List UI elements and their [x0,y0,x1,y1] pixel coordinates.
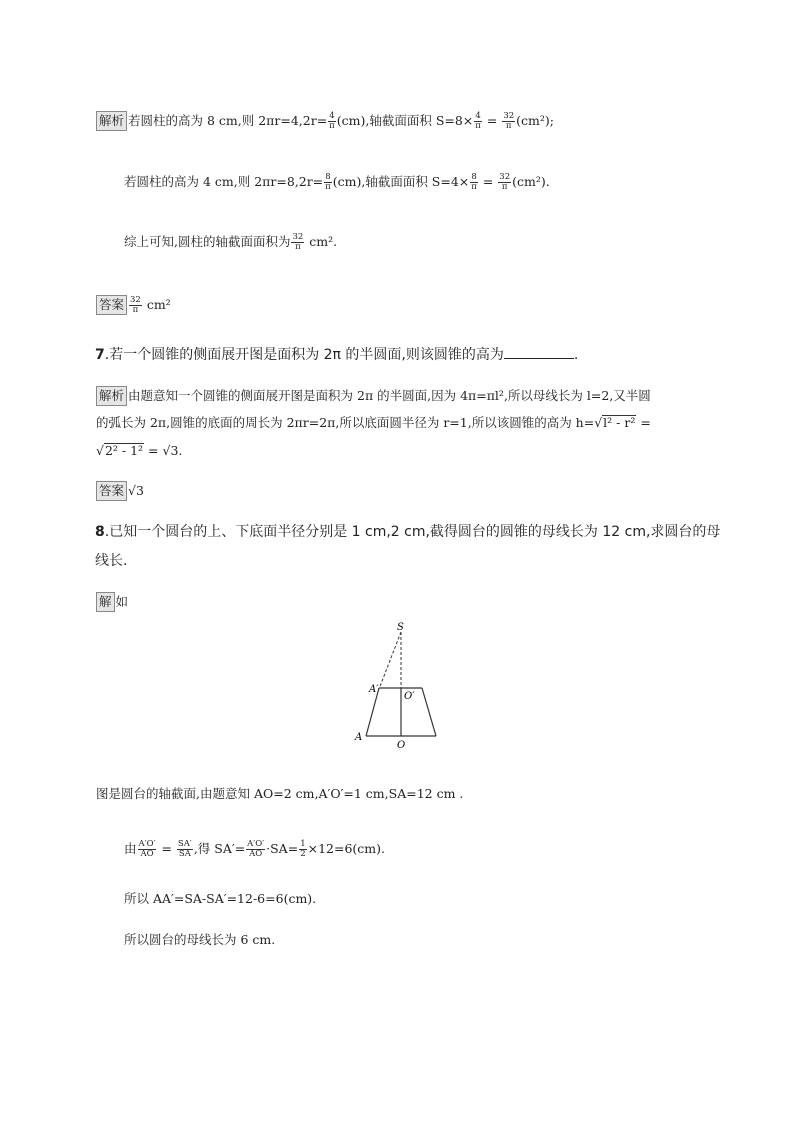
fraction: $\frac{32}{\pi}$ [130,295,141,315]
fraction: $\frac{1}{2}$ [300,839,306,859]
q8-solution-line-2: 由 $\frac{A'O'}{AO}$ = $\frac{SA'}{SA}$ ,得 SA′= $\frac{A'O'}{AO}$ ·SA= $\frac{1}{2}$ ×12=6(cm). [124,839,385,859]
fraction: $\frac{A'O'}{AO}$ [247,839,265,859]
p6-solution-line-2: 若圆柱的高为 4 cm,则 2πr=8,2r= $\frac{8}{\pi}$ (cm),轴截面面积 S=4× $\frac{8}{\pi}$ = $\frac{32}{\pi}$ (cm²). [124,172,550,192]
q8-solution-line-3: 所以 AA′=SA-SA′=12-6=6(cm). [124,891,317,906]
label-s: S [397,622,404,633]
label-o: O [397,740,406,751]
analysis-tag: 解析 [96,111,127,131]
question-7: 7.若一个圆锥的侧面展开图是面积为 2π 的半圆面,则该圆锥的高为 . [95,347,579,363]
q8-solution-line-1: 图是圆台的轴截面,由题意知 AO=2 cm,A′O′=1 cm,SA=12 cm . [96,786,464,801]
fraction: $\frac{8}{\pi}$ [471,172,477,192]
frustum-axial-section-diagram [350,622,450,752]
p6-answer: 答案 $\frac{32}{\pi}$ cm² [96,295,171,315]
answer-tag: 答案 [96,295,127,315]
q7-solution-line-3: √2² - 1² = √3. [96,443,183,458]
fraction: $\frac{SA'}{SA}$ [177,839,192,859]
fraction: $\frac{8}{\pi}$ [325,172,331,192]
fraction: $\frac{32}{\pi}$ [499,172,511,192]
p6-solution-line-1: 解析 若圆柱的高为 8 cm,则 2πr=4,2r= $\frac{4}{\pi}$ (cm),轴截面面积 S=8× $\frac{4}{\pi}$ = $\frac{32}{\pi}$ (cm²); [96,111,554,131]
p6-solution-line-3: 综上可知,圆柱的轴截面面积为 $\frac{32}{\pi}$ cm². [124,232,338,252]
question-8-line-2: 线长. [95,553,128,569]
answer-blank [504,346,574,359]
question-8-line-1: 8.已知一个圆台的上、下底面半径分别是 1 cm,2 cm,截得圆台的圆锥的母线长为 12 cm,求圆台的母 [95,524,721,540]
solution-tag: 解 [96,592,115,612]
fraction: $\frac{32}{\pi}$ [503,111,515,131]
fraction: $\frac{4}{\pi}$ [329,111,335,131]
fraction: $\frac{4}{\pi}$ [475,111,481,131]
cone-slant-dashed-line [379,632,401,689]
q7-answer: 答案 √3 [96,481,144,501]
fraction: $\frac{32}{\pi}$ [292,232,304,252]
analysis-tag: 解析 [96,386,127,406]
q7-solution-line-1: 解析 由题意知一个圆锥的侧面展开图是面积为 2π 的半圆面,因为 4π=πl²,所以母线长为 l=2,又半圆 [96,386,651,406]
label-a-prime: A′ [369,684,379,695]
frustum-left-edge [366,688,379,736]
frustum-right-edge [422,688,436,736]
q8-solution-start: 解 如 [96,592,128,612]
label-a: A [355,732,363,743]
fraction: $\frac{A'O'}{AO}$ [138,839,156,859]
answer-tag: 答案 [96,481,127,501]
label-o-prime: O′ [404,691,415,702]
q8-solution-line-4: 所以圆台的母线长为 6 cm. [124,932,276,947]
q7-solution-line-2: 的弧长为 2π,圆锥的底面的周长为 2πr=2π,所以底面圆半径为 r=1,所以该圆锥的高为 h=√l² - r² = [96,415,651,430]
